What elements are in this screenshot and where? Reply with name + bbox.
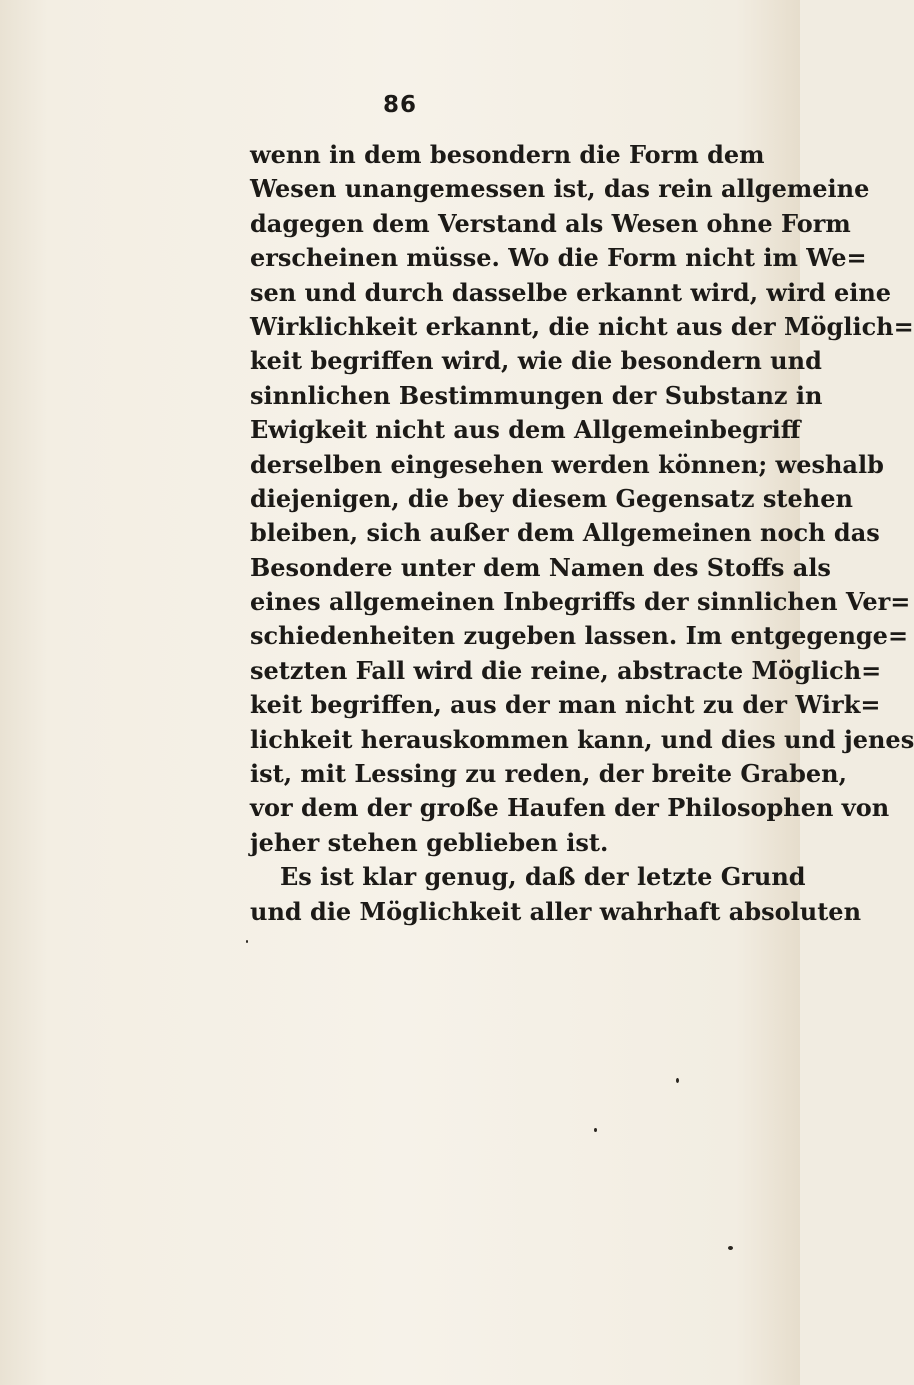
text-line: diejenigen, die bey diesem Gegensatz stehen [250, 483, 853, 513]
text-line: ist, mit Lessing zu reden, der breite Graben, [250, 759, 847, 789]
text-line: sen und durch dasselbe erkannt wird, wird eine [250, 277, 892, 307]
text-line: keit begriffen, aus der man nicht zu der Wirk= [250, 690, 881, 720]
text-line: Wirklichkeit erkannt, die nicht aus der Möglich= [250, 311, 914, 341]
text-line: schiedenheiten zugeben lassen. Im entgegenge= [250, 621, 909, 651]
text-line: jeher stehen geblieben ist. [250, 827, 609, 857]
text-line: Wesen unangemessen ist, das rein allgemeine [250, 174, 870, 204]
paper-speck [594, 1128, 597, 1132]
text-line: sinnlichen Bestimmungen der Substanz in [250, 380, 823, 410]
text-line: Besondere unter dem Namen des Stoffs als [250, 552, 831, 582]
text-line: dagegen dem Verstand als Wesen ohne Form [250, 208, 851, 238]
text-line: vor dem der große Haufen der Philosophen von [250, 793, 890, 823]
text-line: derselben eingesehen werden können; weshalb [250, 449, 884, 479]
text-line: wenn in dem besondern die Form dem [250, 140, 765, 169]
text-line: lichkeit herauskommen kann, und dies und jenes [250, 724, 914, 754]
text-line: bleiben, sich außer dem Allgemeinen noch das [250, 518, 880, 548]
paper-speck [676, 1078, 679, 1083]
text-line: setzten Fall wird die reine, abstracte Möglich= [250, 655, 882, 685]
paper-speck [246, 940, 248, 943]
text-line: Ewigkeit nicht aus dem Allgemeinbegriff [250, 415, 801, 445]
text-line: keit begriffen wird, wie die besondern und [250, 346, 822, 376]
paper-speck [728, 1246, 733, 1250]
body-text [250, 138, 914, 929]
page-number: 86 [382, 92, 417, 118]
text-line: Es ist klar genug, daß der letzte Grund [280, 862, 806, 892]
text-line: eines allgemeinen Inbegriffs der sinnlichen Ver= [250, 587, 911, 617]
text-line: erscheinen müsse. Wo die Form nicht im We= [250, 243, 867, 273]
text-line: und die Möglichkeit aller wahrhaft absoluten [250, 896, 862, 926]
